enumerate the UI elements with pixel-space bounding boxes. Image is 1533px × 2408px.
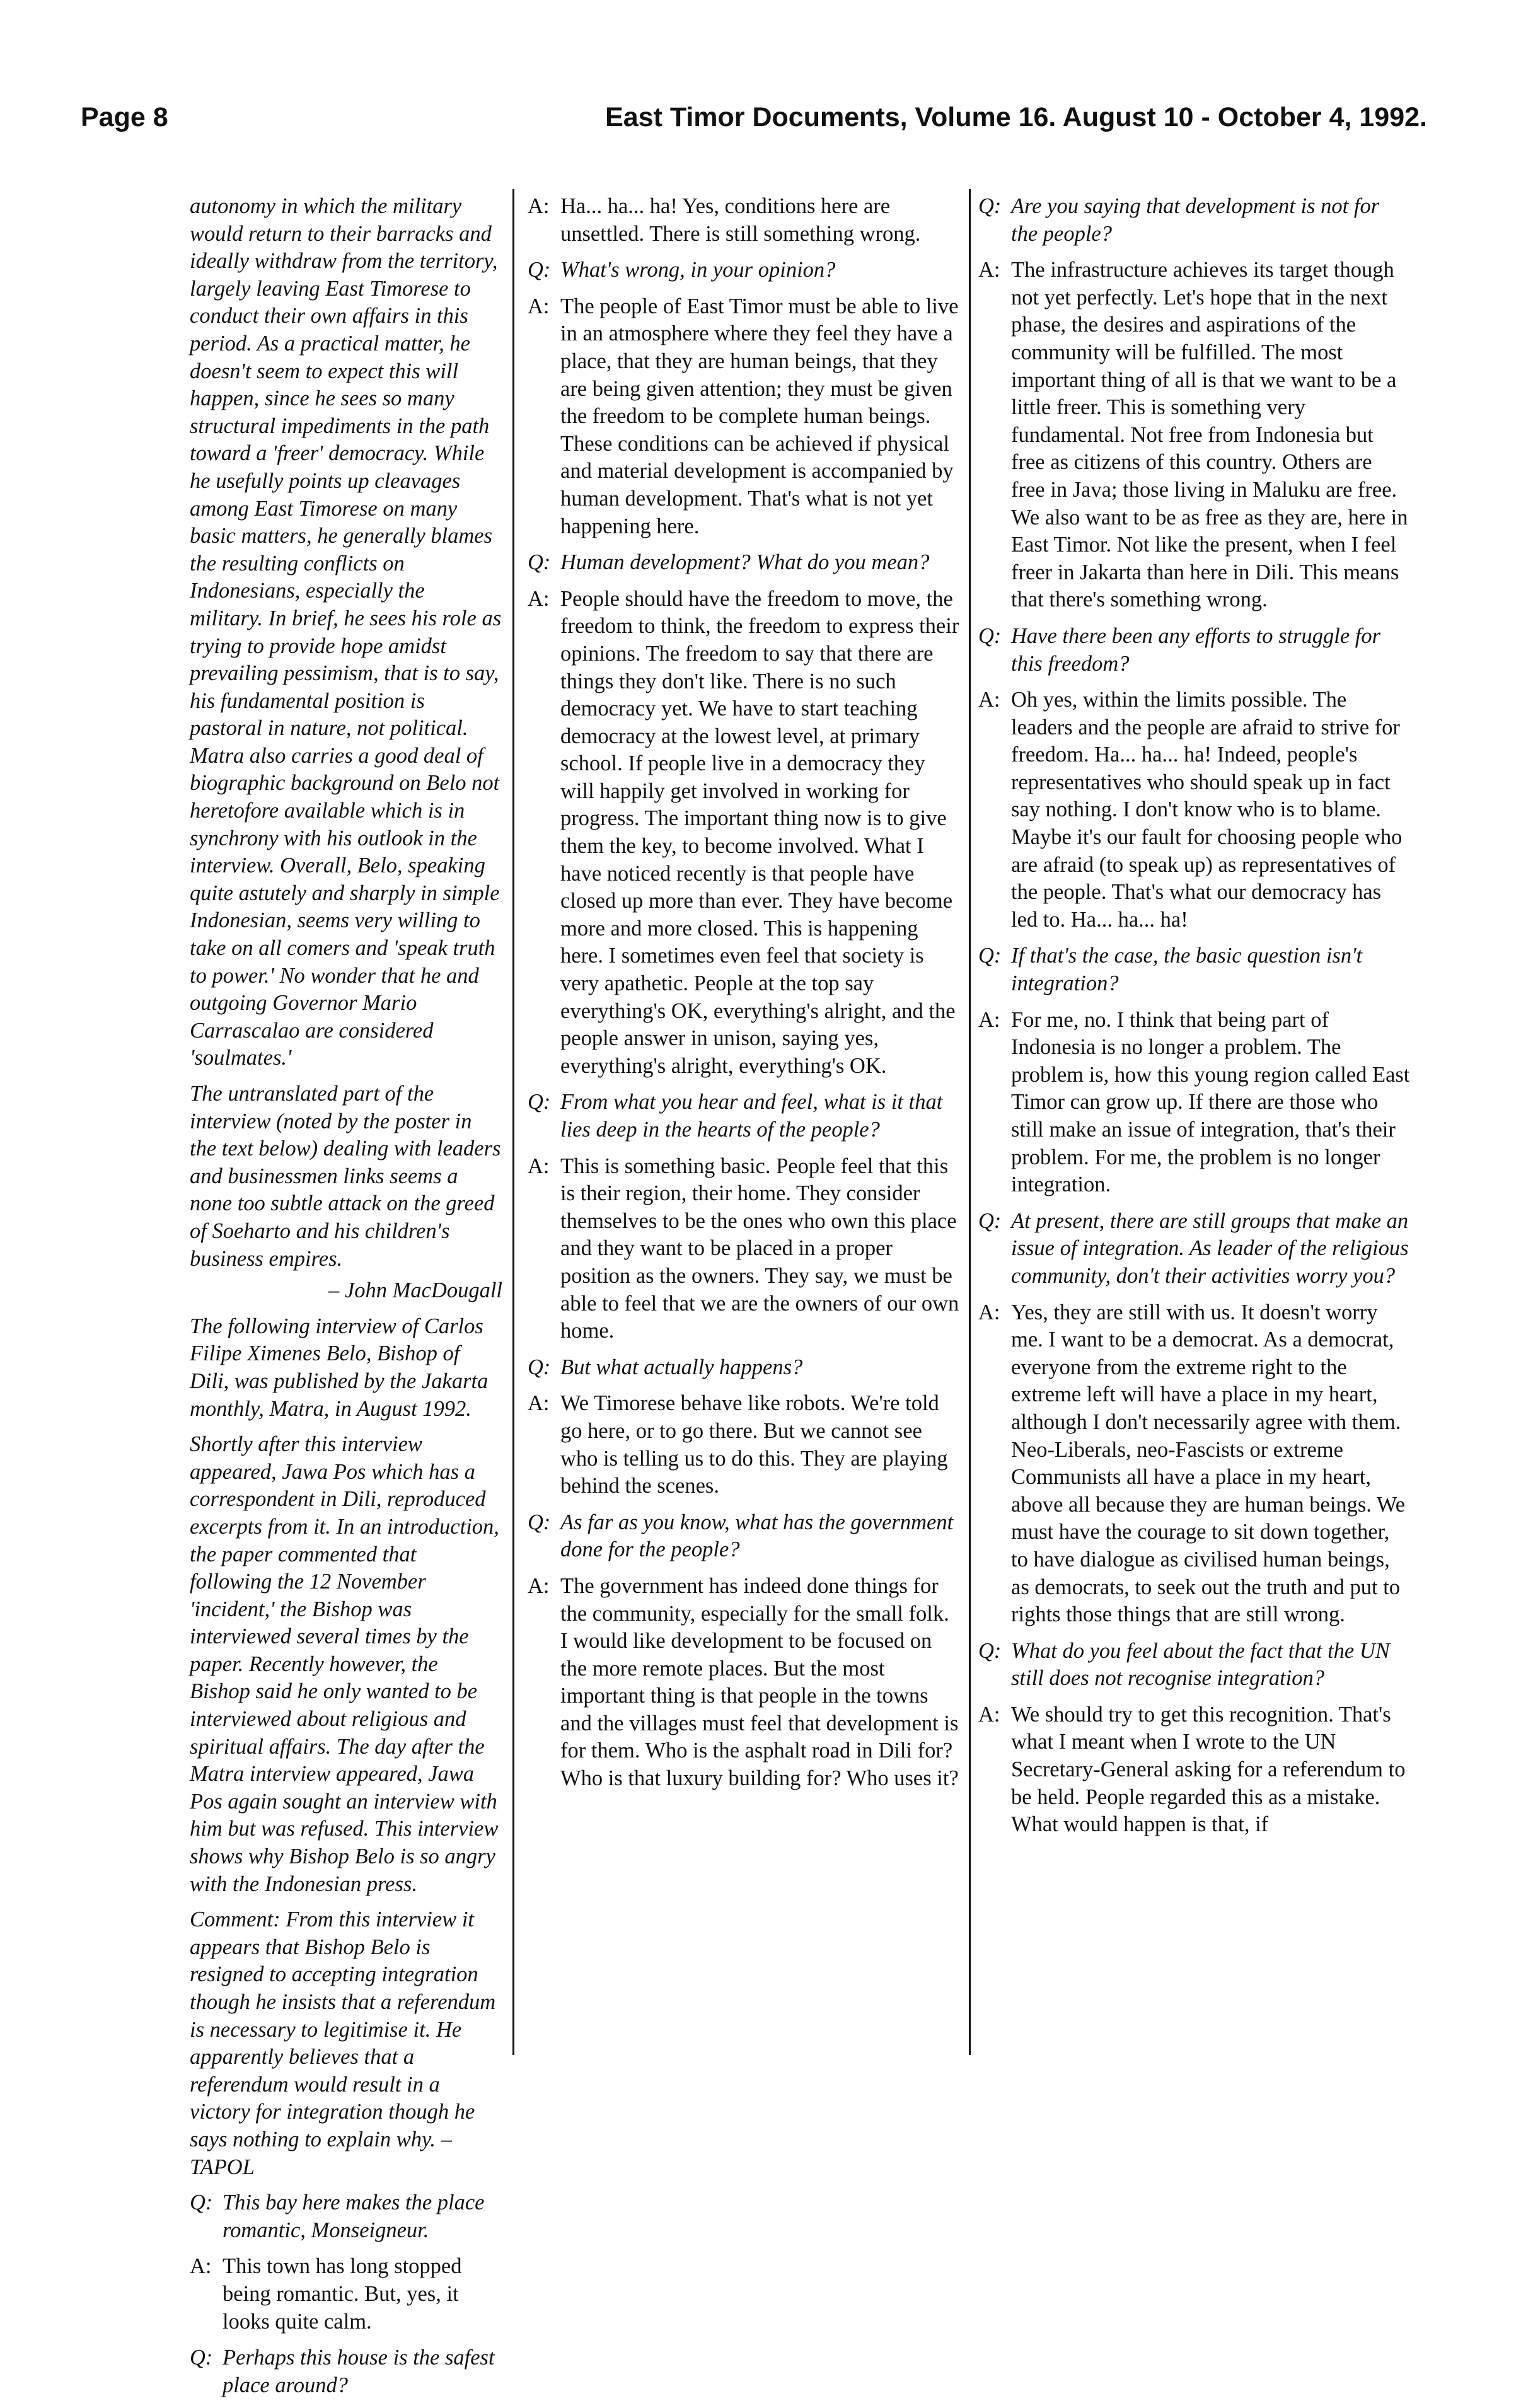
question-text: At present, there are still groups that make an issue of integration. As leader of the religious community, don't their activities worry you? (1011, 1208, 1409, 1288)
speaker-label: A: (528, 1391, 550, 1416)
speaker-label: A: (978, 258, 1000, 282)
speaker-label: Q: (978, 623, 1002, 648)
answer-text: Ha... ha... ha! Yes, conditions here are unsettled. There is still something wrong. (560, 194, 921, 246)
speaker-label: A: (528, 1154, 550, 1178)
speaker-label: Q: (978, 944, 1002, 968)
answer-text: The infrastructure achieves its target though not yet perfectly. Let's hope that in the next phase, the desires and aspirations of the community will be fulfilled. The most important thing of all is that we want to be a little freer. This is something very fundamental. Not free from Indonesia but free as citizens of this country. Others are free in Java; those living in Maluku are free. We also want to be as free as they are, here in East Timor. Not like the present, when I feel freer in Jakarta than here in Dili. This means that there's something wrong. (1011, 258, 1408, 612)
interview-answer (978, 1299, 1411, 1629)
speaker-label: Q: (528, 1090, 551, 1114)
intro-paragraph: autonomy in which the military would return to their barracks and ideally withdraw from the territory, largely leaving East Timorese to conduct their own affairs in this period. As a practical matter, he doesn't seem to expect this will happen, since he sees so many structural impediments in the path toward a 'freer' democracy. While he usefully points up cleavages among East Timorese on many basic matters, he generally blames the resulting conflicts on Indonesians, especially the military. In brief, he sees his role as trying to provide hope amidst prevailing pessimism, that is to say, his fundamental position is pastoral in nature, not political. Matra also carries a good deal of biographic background on Belo not heretofore available which is in synchrony with his outlook in the interview. Overall, Belo, speaking quite astutely and sharply in simple Indonesian, seems very willing to take on all comers and 'speak truth to power.' No wonder that he and outgoing Governor Mario Carrascalao are considered 'soulmates.' (190, 194, 502, 1070)
interview-question (978, 193, 1411, 248)
answer-text: The people of East Timor must be able to live in an atmosphere where they feel they have a place, that they are human beings, that they are being given attention; they must be given the freedom to be complete human beings. These conditions can be achieved if physical and material development is accompanied by human development. That's what is not yet happening here. (560, 294, 959, 538)
page-header (81, 102, 1427, 142)
question-text: Human development? What do you mean? (560, 550, 930, 575)
answer-text: The government has indeed done things for the community, especially for the small folk. I would like development to be focused on the more remote places. But the most important thing is that people in the towns and the villages must feel that development is for them. Who is the asphalt road in Dili for? Who is that luxury building for? Who uses it? (560, 1573, 959, 1791)
speaker-label: Q: (978, 194, 1002, 218)
interview-answer (978, 1701, 1411, 1839)
answer-text: This town has long stopped being romantic. But, yes, it looks quite calm. (223, 2254, 462, 2334)
speaker-label: Q: (978, 1638, 1002, 1663)
question-text: What's wrong, in your opinion? (560, 258, 836, 282)
interview-answer (528, 193, 960, 248)
intro-paragraph: Shortly after this interview appeared, Jawa Pos which has a correspondent in Dili, reproduced excerpts from it. In an introduction, the paper commented that following the 12 November 'incident,' the Bishop was interviewed several times by the paper. Recently however, the Bishop said he only wanted to be interviewed about religious and spiritual affairs. The day after the Matra interview appeared, Jawa Pos again sought an interview with him but was refused. This interview shows why Bishop Belo is so angry with the Indonesian press. (190, 1432, 499, 1896)
speaker-label: A: (978, 1007, 1000, 1032)
column-divider (969, 189, 971, 2055)
question-text: Perhaps this house is the safest place around? (223, 2346, 495, 2397)
interview-list (978, 193, 1411, 1839)
question-text: From what you hear and feel, what is it that lies deep in the hearts of the people? (560, 1090, 943, 1142)
question-text: But what actually happens? (560, 1355, 803, 1379)
interview-answer (190, 2253, 502, 2336)
speaker-label: Q: (528, 258, 551, 282)
interview-question (190, 2189, 502, 2244)
interview-question (978, 623, 1411, 678)
column-left (190, 193, 502, 2408)
answer-text: Oh yes, within the limits possible. The leaders and the people are afraid to strive for freedom. Ha... ha... ha! Indeed, people's representatives who should speak up in fact say nothing. I don't know who is to blame. Maybe it's our fault for choosing people who are afraid (to speak up) as representatives of the people. That's what our democracy has led to. Ha... ha... ha! (1011, 688, 1403, 932)
question-text: If that's the case, the basic question isn't integration? (1011, 944, 1363, 996)
speaker-label: A: (528, 294, 550, 318)
interview-question (978, 1638, 1411, 1693)
question-text: Have there been any efforts to struggle for this freedom? (1011, 623, 1381, 676)
interview-answer (528, 1573, 960, 1793)
speaker-label: Q: (528, 1510, 551, 1534)
interview-answer (978, 1007, 1411, 1199)
answer-text: Yes, they are still with us. It doesn't worry me. I want to be a democrat. As a democrat, everyone from the extreme right to the extreme left will have a place in my heart, although I don't necessarily agree with them. Neo-Liberals, neo-Fascists or extreme Communists all have a place in my heart, above all because they are human beings. We must have the courage to sit down together, to have dialogue as civilised human beings, as democrats, to seek out the truth and put to rights those things that are still wrong. (1011, 1300, 1406, 1627)
speaker-label: Q: (190, 2191, 213, 2215)
speaker-label: A: (190, 2254, 212, 2279)
interview-answer (528, 293, 960, 540)
interview-question (978, 942, 1411, 997)
speaker-label: Q: (190, 2346, 213, 2370)
interview-answer (978, 257, 1411, 614)
speaker-label: A: (528, 194, 550, 218)
speaker-label: A: (528, 586, 550, 611)
question-text: What do you feel about the fact that the UN still does not recognise integration? (1011, 1638, 1390, 1691)
speaker-label: Q: (528, 1355, 551, 1379)
interview-question (978, 1208, 1411, 1290)
interview-list (190, 2189, 502, 2399)
question-text: As far as you know, what has the government done for the people? (560, 1510, 954, 1562)
question-text: This bay here makes the place romantic, Monseigneur. (223, 2191, 485, 2242)
speaker-label: A: (978, 1300, 1000, 1324)
speaker-label: A: (528, 1573, 550, 1598)
interview-answer (978, 686, 1411, 934)
page-number: Page 8 (81, 102, 168, 132)
speaker-label: Q: (528, 550, 551, 575)
answer-text: People should have the freedom to move, the freedom to think, the freedom to express their opinions. The freedom to say that there are things they don't like. There is no such democracy yet. We have to start teaching democracy at the lowest level, at primary school. If people live in a democracy they will happily get involved in working for progress. The important thing now is to give them the key, to become involved. What I have noticed recently is that people have closed up more than ever. They have become more and more closed. This is happening here. I sometimes even feel that society is very apathetic. People at the top say everything's OK, everything's alright, and the people answer in unison, saying yes, everything's alright, everything's OK. (560, 586, 959, 1078)
interview-question (528, 1509, 960, 1564)
interview-question (528, 257, 960, 284)
author-signature: – John MacDougall (328, 1278, 502, 1303)
speaker-label: Q: (978, 1208, 1002, 1233)
column-divider (512, 189, 514, 2055)
answer-text: We should try to get this recognition. That's what I meant when I wrote to the UN Secretary-General asking for a referendum to be held. People regarded this as a mistake. What would happen is that, if (1011, 1702, 1406, 1837)
comment-paragraph: Comment: From this interview it appears that Bishop Belo is resigned to accepting integration though he insists that a referendum is necessary to legitimise it. He apparently believes that a referendum would result in a victory for integration though he says nothing to explain why. – TAPOL (190, 1907, 496, 2179)
question-text: Are you saying that development is not for the people? (1011, 194, 1380, 246)
speaker-label: A: (978, 1702, 1000, 1727)
intro-paragraph: The following interview of Carlos Filipe Ximenes Belo, Bishop of Dili, was published by the Jakarta monthly, Matra, in August 1992. (190, 1314, 489, 1421)
interview-answer (528, 1390, 960, 1500)
answer-text: This is something basic. People feel that this is their region, their home. They consider themselves to be the ones who own this place and they want to be placed in a proper position as the owners. They say, we must be able to feel that we are the owners of our own home. (560, 1154, 959, 1343)
intro-paragraph: The untranslated part of the interview (noted by the poster in the text below) dealing with leaders and businessmen links seems a none too subtle attack on the greed of Soeharto and his children's business empires. (190, 1082, 501, 1271)
speaker-label: A: (978, 688, 1000, 712)
interview-answer (528, 1153, 960, 1345)
interview-question (528, 1089, 960, 1143)
answer-text: We Timorese behave like robots. We're told go here, or to go there. But we cannot see who is telling us to do this. They are playing behind the scenes. (560, 1391, 948, 1498)
column-middle (528, 193, 960, 1802)
publication-title: East Timor Documents, Volume 16. August 10 - October 4, 1992. (605, 102, 1427, 132)
interview-list (528, 193, 960, 1793)
interview-question (528, 1354, 960, 1382)
interview-answer (528, 586, 960, 1080)
interview-question (528, 549, 960, 577)
interview-question (190, 2344, 502, 2399)
answer-text: For me, no. I think that being part of Indonesia is no longer a problem. The problem is, how this young region called East Timor can grow up. If there are those who still make an issue of integration, that's their problem. For me, the problem is no longer integration. (1011, 1007, 1410, 1197)
column-right (978, 193, 1411, 1848)
